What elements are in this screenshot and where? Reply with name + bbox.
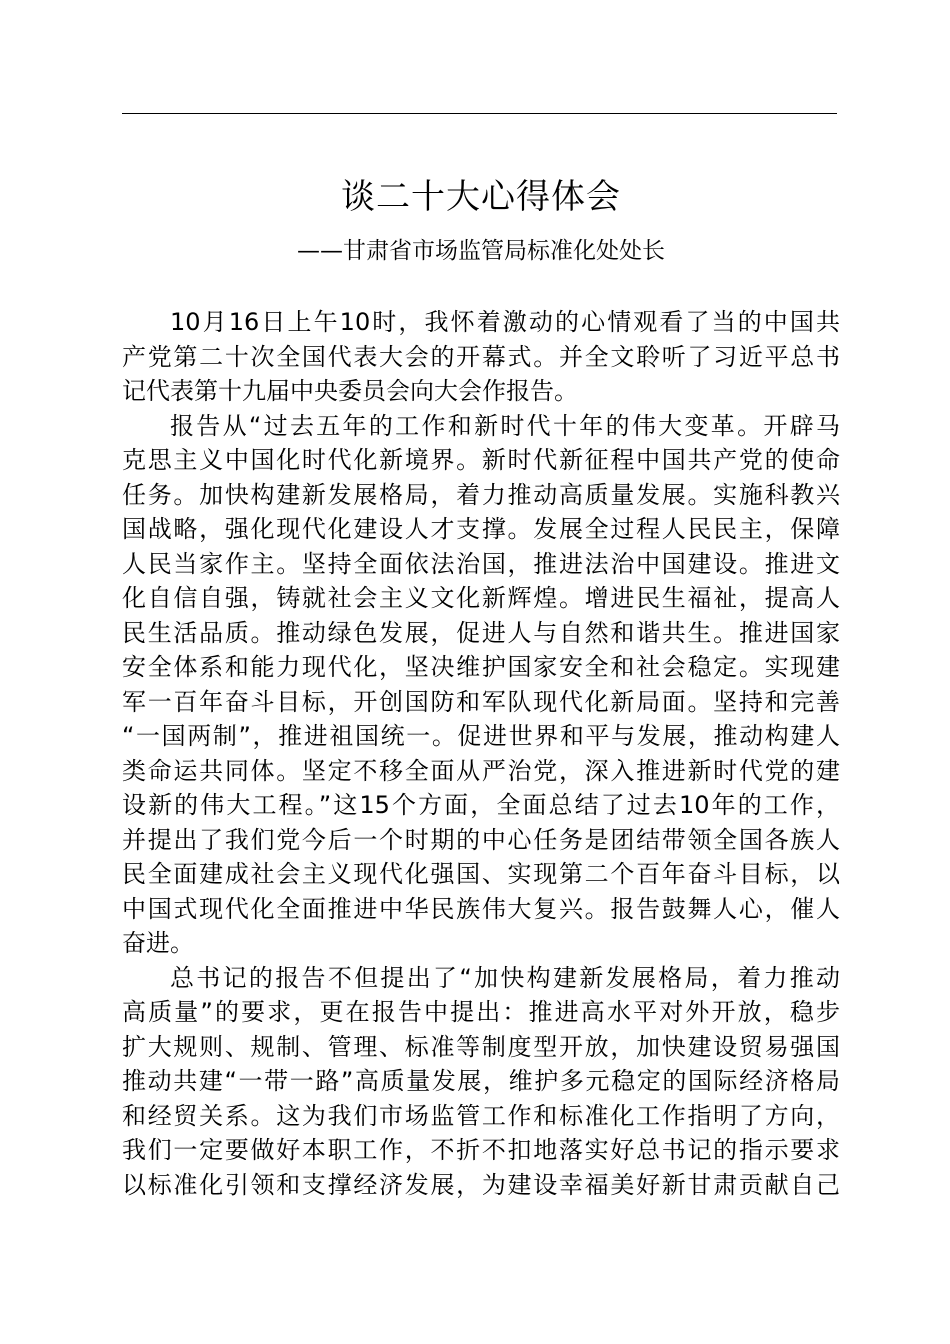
text-line: 克思主义中国化时代化新境界。新时代新征程中国共产党的使命	[122, 446, 840, 474]
text-line: 并提出了我们党今后一个时期的中心任务是团结带领全国各族人	[122, 825, 840, 854]
text-line: 国战略，强化现代化建设人才支撑。发展全过程人民民主，保障	[122, 515, 840, 543]
text-line: 记代表第十九届中央委员会向大会作报告。	[122, 377, 578, 405]
text-line: 设新的伟大工程。”这15个方面，全面总结了过去10年的工作，	[122, 791, 840, 819]
text-line: 我们一定要做好本职工作，不折不扣地落实好总书记的指示要求	[122, 1136, 840, 1164]
text-line: 民全面建成社会主义现代化强国、实现第二个百年奋斗目标，以	[122, 860, 840, 888]
text-line: 奋进。	[122, 929, 194, 957]
header-rule	[122, 113, 837, 114]
text-line: 以标准化引领和支撑经济发展，为建设幸福美好新甘肃贡献自己	[122, 1170, 840, 1199]
text-line: 产党第二十次全国代表大会的开幕式。并全文聆听了习近平总书	[122, 342, 840, 371]
text-line: 化自信自强，铸就社会主义文化新辉煌。增进民生福祉，提高人	[122, 584, 840, 612]
text-line: 军一百年奋斗目标，开创国防和军队现代化新局面。坚持和完善	[122, 687, 840, 716]
text-line: 安全体系和能力现代化，坚决维护国家安全和社会稳定。实现建	[122, 653, 840, 681]
text-line: 和经贸关系。这为我们市场监管工作和标准化工作指明了方向，	[122, 1101, 840, 1130]
document-body	[122, 305, 840, 1202]
text-line: “一国两制”，推进祖国统一。促进世界和平与发展，推动构建人	[122, 722, 840, 750]
text-line: 10月16日上午10时，我怀着激动的心情观看了当的中国共	[170, 308, 840, 336]
document-subtitle: ——甘肃省市场监管局标准化处处长	[297, 238, 665, 264]
text-line: 人民当家作主。坚持全面依法治国，推进法治中国建设。推进文	[122, 549, 840, 578]
text-line: 扩大规则、规制、管理、标准等制度型开放，加快建设贸易强国	[122, 1032, 840, 1061]
text-line: 报告从“过去五年的工作和新时代十年的伟大变革。开辟马	[170, 411, 840, 440]
text-line: 类命运共同体。坚定不移全面从严治党，深入推进新时代党的建	[122, 756, 840, 785]
text-line: 高质量”的要求，更在报告中提出：推进高水平对外开放，稳步	[122, 998, 840, 1026]
text-line: 推动共建“一带一路”高质量发展，维护多元稳定的国际经济格局	[122, 1067, 840, 1095]
text-line: 中国式现代化全面推进中华民族伟大复兴。报告鼓舞人心，催人	[122, 894, 840, 923]
text-line: 任务。加快构建新发展格局，着力推动高质量发展。实施科教兴	[122, 480, 840, 509]
text-line: 总书记的报告不但提出了“加快构建新发展格局，着力推动	[170, 963, 840, 992]
text-line: 民生活品质。推动绿色发展，促进人与自然和谐共生。推进国家	[122, 618, 840, 647]
document-title: 谈二十大心得体会	[341, 177, 621, 217]
